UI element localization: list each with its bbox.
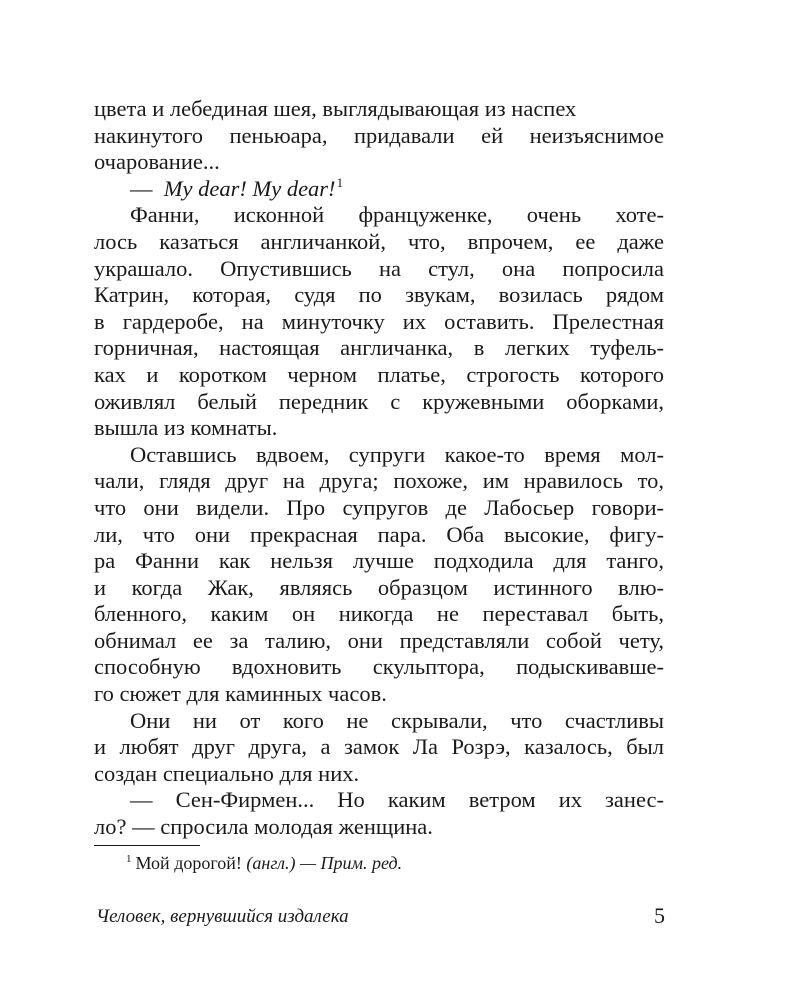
text-line: цвета и лебединая шея, выглядывающая из наспех [94, 96, 577, 121]
text-line: ли, что они прекрасная пара. Оба высокие, фигу- [94, 521, 664, 547]
text-line: Катрин, которая, судя по звукам, возилась рядом [94, 282, 664, 308]
text-line: что они видели. Про супругов де Лабосьер говори- [94, 494, 664, 520]
paragraph-first-line: Они ни от кого не скрывали, что счастливы [130, 707, 664, 733]
dialogue-dash: — [130, 175, 153, 201]
footnote-reference: 1 [336, 174, 344, 190]
text-line: в гардеробе, на минуточку их оставить. Прелестная [94, 308, 664, 334]
text-line: вышла из комнаты. [94, 415, 278, 441]
text-line: бленного, каким он никогда не переставал быть, [94, 601, 664, 627]
page-number: 5 [654, 903, 665, 928]
text-line: создан специально для них. [94, 760, 360, 786]
footnote-editor-note: (англ.) — Прим. ред. [246, 853, 403, 873]
text-line: оживлял белый передник с кружевными оборками, [94, 388, 664, 414]
text-line: обнимал ее за талию, они представляли собой чету, [94, 627, 664, 653]
text-line: го сюжет для каминных часов. [94, 681, 387, 707]
footnote-divider [94, 845, 200, 846]
text-line: ра Фанни как нельзя лучше подходила для танго, [94, 548, 664, 574]
text-line: и любят друг друга, а замок Ла Розрэ, казалось, был [94, 734, 664, 760]
footnote [126, 852, 402, 874]
footnote-text: Мой дорогой! [135, 853, 242, 873]
paragraph-first-line: Фанни, исконной француженке, очень хоте- [130, 202, 664, 228]
text-line: и когда Жак, являясь образцом истинного влю- [94, 574, 664, 600]
page-text-block [94, 96, 664, 841]
text-line: очарование... [94, 149, 220, 175]
running-title: Человек, вернувшийся издалека [96, 906, 349, 927]
text-line: способную вдохновить скульптора, подыскивавше- [94, 654, 664, 680]
dialogue-line: — Сен-Фирмен... Но каким ветром их занес- [130, 787, 664, 813]
text-line: лось казаться англичанкой, что, впрочем, ее даже [94, 228, 664, 254]
dialogue-english-text: My dear! My dear! [163, 175, 336, 201]
dialogue-line [94, 176, 664, 203]
text-line: накинутого пеньюара, придавали ей неизъяснимое [94, 122, 664, 148]
paragraph-first-line: Оставшись вдвоем, супруги какое-то время мол- [130, 441, 664, 467]
text-line: ло? — спросила молодая женщина. [94, 814, 433, 840]
footnote-marker: 1 [126, 853, 132, 865]
text-line: горничная, настоящая англичанка, в легких туфель- [94, 335, 664, 361]
text-line: украшало. Опустившись на стул, она попросила [94, 255, 664, 281]
text-line: чали, глядя друг на друга; похоже, им нравилось то, [94, 468, 664, 494]
text-line: ках и коротком черном платье, строгость которого [94, 361, 664, 387]
